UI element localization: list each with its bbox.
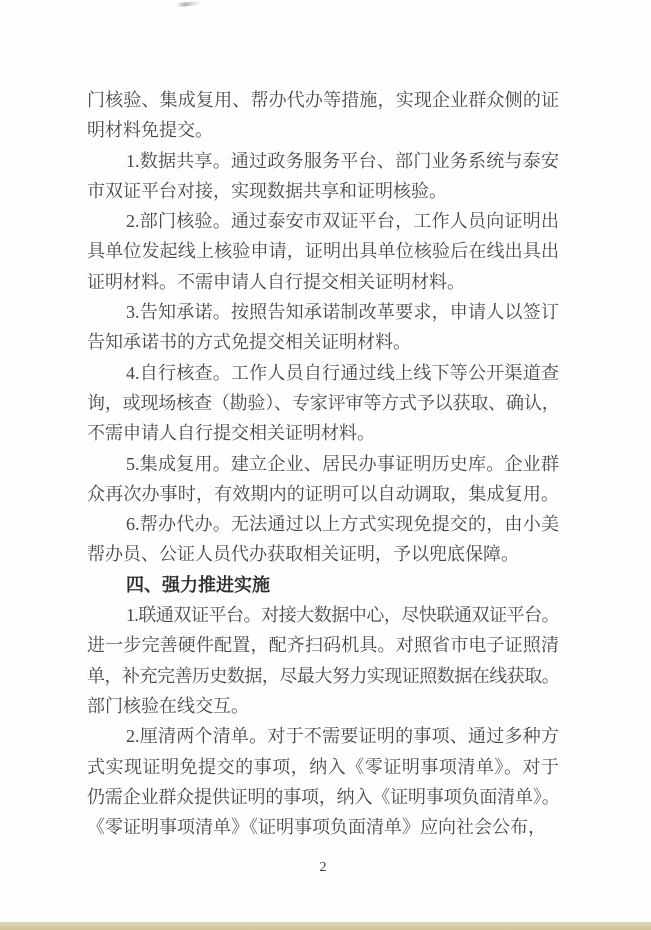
text-line: 6.帮办代办。无法通过以上方式实现免提交的，由小美 bbox=[126, 514, 559, 535]
text-line: 告知承诺书的方式免提交相关证明材料。 bbox=[87, 332, 411, 353]
text-line: 进一步完善硬件配置，配齐扫码机具。对照省市电子证照清 bbox=[87, 635, 559, 656]
text-line: 部门核验在线交互。 bbox=[87, 695, 249, 716]
text-line: 1.数据共享。通过政务服务平台、部门业务系统与泰安 bbox=[126, 150, 559, 171]
text-line: 仍需企业群众提供证明的事项，纳入《证明事项负面清单》。 bbox=[87, 786, 559, 807]
document-body bbox=[87, 85, 559, 842]
text-line: 具单位发起线上核验申请，证明出具单位核验后在线出具出 bbox=[87, 241, 559, 262]
text-line: 众再次办事时，有效期内的证明可以自动调取，集成复用。 bbox=[87, 483, 559, 504]
scan-artifact bbox=[177, 1, 200, 7]
text-line: 市双证平台对接，实现数据共享和证明核验。 bbox=[87, 180, 447, 201]
page-number: 2 bbox=[319, 860, 327, 875]
text-line: 明材料免提交。 bbox=[87, 120, 213, 141]
text-line: 4.自行核查。工作人员自行通过线上线下等公开渠道查 bbox=[126, 362, 559, 383]
text-line: 3.告知承诺。按照告知承诺制改革要求，申请人以签订 bbox=[126, 302, 559, 323]
text-line: 5.集成复用。建立企业、居民办事证明历史库。企业群 bbox=[126, 453, 559, 474]
text-line: 询，或现场核查（勘验）、专家评审等方式予以获取、确认， bbox=[87, 392, 559, 413]
text-line: 帮办员、公证人员代办获取相关证明，予以兜底保障。 bbox=[87, 544, 519, 565]
text-line: 《零证明事项清单》《证明事项负面清单》应向社会公布， bbox=[87, 817, 546, 838]
footer-accent-bar bbox=[0, 922, 651, 930]
text-line: 2.厘清两个清单。对于不需要证明的事项、通过多种方 bbox=[126, 726, 559, 747]
text-line: 单，补充完善历史数据，尽最大努力实现证照数据在线获取。 bbox=[87, 665, 559, 686]
text-line: 1.联通双证平台。对接大数据中心，尽快联通双证平台。 bbox=[126, 605, 559, 626]
text-line: 门核验、集成复用、帮办代办等措施，实现企业群众侧的证 bbox=[87, 90, 559, 110]
text-line: 2.部门核验。通过泰安市双证平台，工作人员向证明出 bbox=[126, 211, 559, 232]
text-line: 式实现证明免提交的事项，纳入《零证明事项清单》。对于 bbox=[87, 756, 559, 777]
section-heading: 四、强力推进实施 bbox=[126, 574, 270, 595]
text-line: 不需申请人自行提交相关证明材料。 bbox=[87, 423, 375, 444]
text-line: 证明材料。不需申请人自行提交相关证明材料。 bbox=[87, 271, 465, 292]
